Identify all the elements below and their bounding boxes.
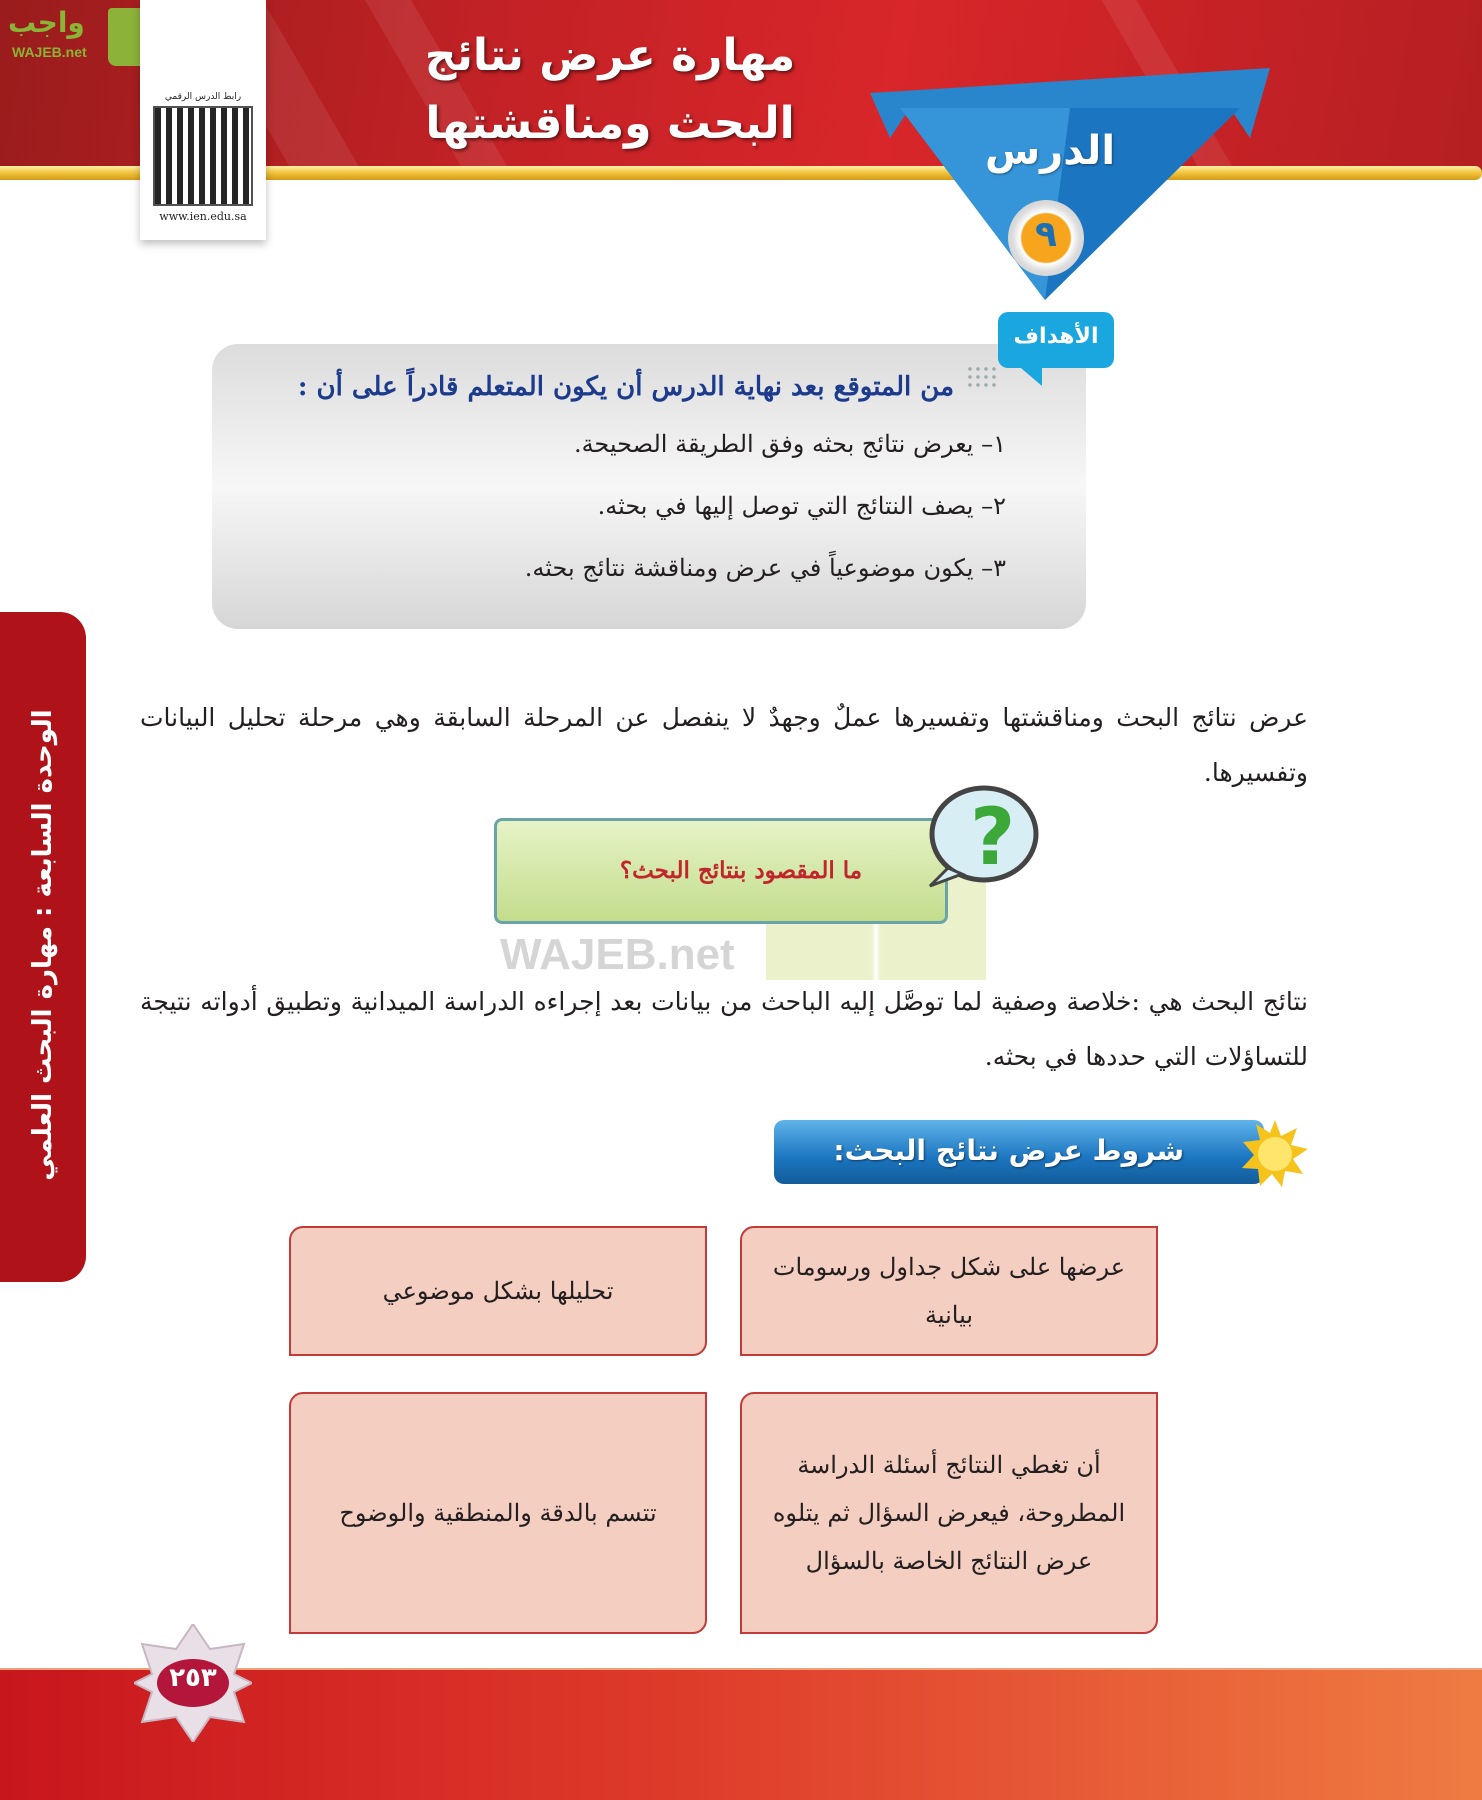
objectives-box bbox=[212, 344, 1086, 629]
title-line-2: البحث ومناقشتها bbox=[425, 98, 795, 149]
logo-text: واجب bbox=[8, 6, 85, 39]
qr-card[interactable] bbox=[140, 0, 266, 240]
qr-url[interactable]: www.ien.edu.sa bbox=[159, 210, 247, 223]
lesson-number: ٩ bbox=[1008, 200, 1084, 276]
lesson-label: الدرس bbox=[984, 128, 1116, 174]
logo-subtext: WAJEB.net bbox=[12, 44, 87, 60]
question-box: ما المقصود بنتائج البحث؟ bbox=[494, 818, 948, 924]
watermark-text: WAJEB.net bbox=[500, 930, 735, 979]
qr-label: رابط الدرس الرقمي bbox=[164, 92, 242, 102]
svg-text:?: ? bbox=[970, 793, 1016, 883]
condition-card: تتسم بالدقة والمنطقية والوضوح bbox=[289, 1392, 707, 1634]
definition-paragraph: نتائج البحث هي :خلاصة وصفية لما توصَّل إليه الباحث من بيانات بعد إجراءه الدراسة الميدانية وتطبيق أدواته نتيجة للتساؤلات التي حددها في بحثه. bbox=[140, 987, 1308, 1071]
dots-decoration bbox=[966, 365, 996, 391]
question-bubble-icon bbox=[918, 782, 1040, 890]
title-line-1: مهارة عرض نتائج bbox=[424, 30, 796, 81]
condition-card: عرضها على شكل جداول ورسومات بيانية bbox=[740, 1226, 1158, 1356]
lesson-title bbox=[380, 22, 840, 158]
sun-icon bbox=[1240, 1118, 1310, 1188]
objective-item: ٣– يكون موضوعياً في عرض ومناقشة نتائج بحثه. bbox=[524, 554, 1006, 582]
page-number: ٢٥٣ bbox=[169, 1663, 217, 1693]
condition-card: أن تغطي النتائج أسئلة الدراسة المطروحة، فيعرض السؤال ثم يتلوه عرض النتائج الخاصة بالسؤال bbox=[740, 1392, 1158, 1634]
intro-paragraph: عرض نتائج البحث ومناقشتها وتفسيرها عملٌ وجهدٌ لا ينفصل عن المرحلة السابقة وهي مرحلة تحليل البيانات وتفسيرها. bbox=[140, 703, 1308, 787]
condition-card: تحليلها بشكل موضوعي bbox=[289, 1226, 707, 1356]
conditions-heading: شروط عرض نتائج البحث: bbox=[774, 1120, 1264, 1184]
qr-code-icon[interactable] bbox=[153, 106, 253, 206]
objectives-intro: من المتوقع بعد نهاية الدرس أن يكون المتعلم قادراً على أن : bbox=[297, 372, 954, 402]
objective-item: ٢– يصف النتائج التي توصل إليها في بحثه. bbox=[597, 492, 1006, 520]
objectives-tag: الأهداف bbox=[998, 312, 1114, 368]
unit-side-label: الوحدة السابعة : مهارة البحث العلمي bbox=[28, 709, 58, 1181]
objective-item: ١– يعرض نتائج بحثه وفق الطريقة الصحيحة. bbox=[573, 430, 1006, 458]
